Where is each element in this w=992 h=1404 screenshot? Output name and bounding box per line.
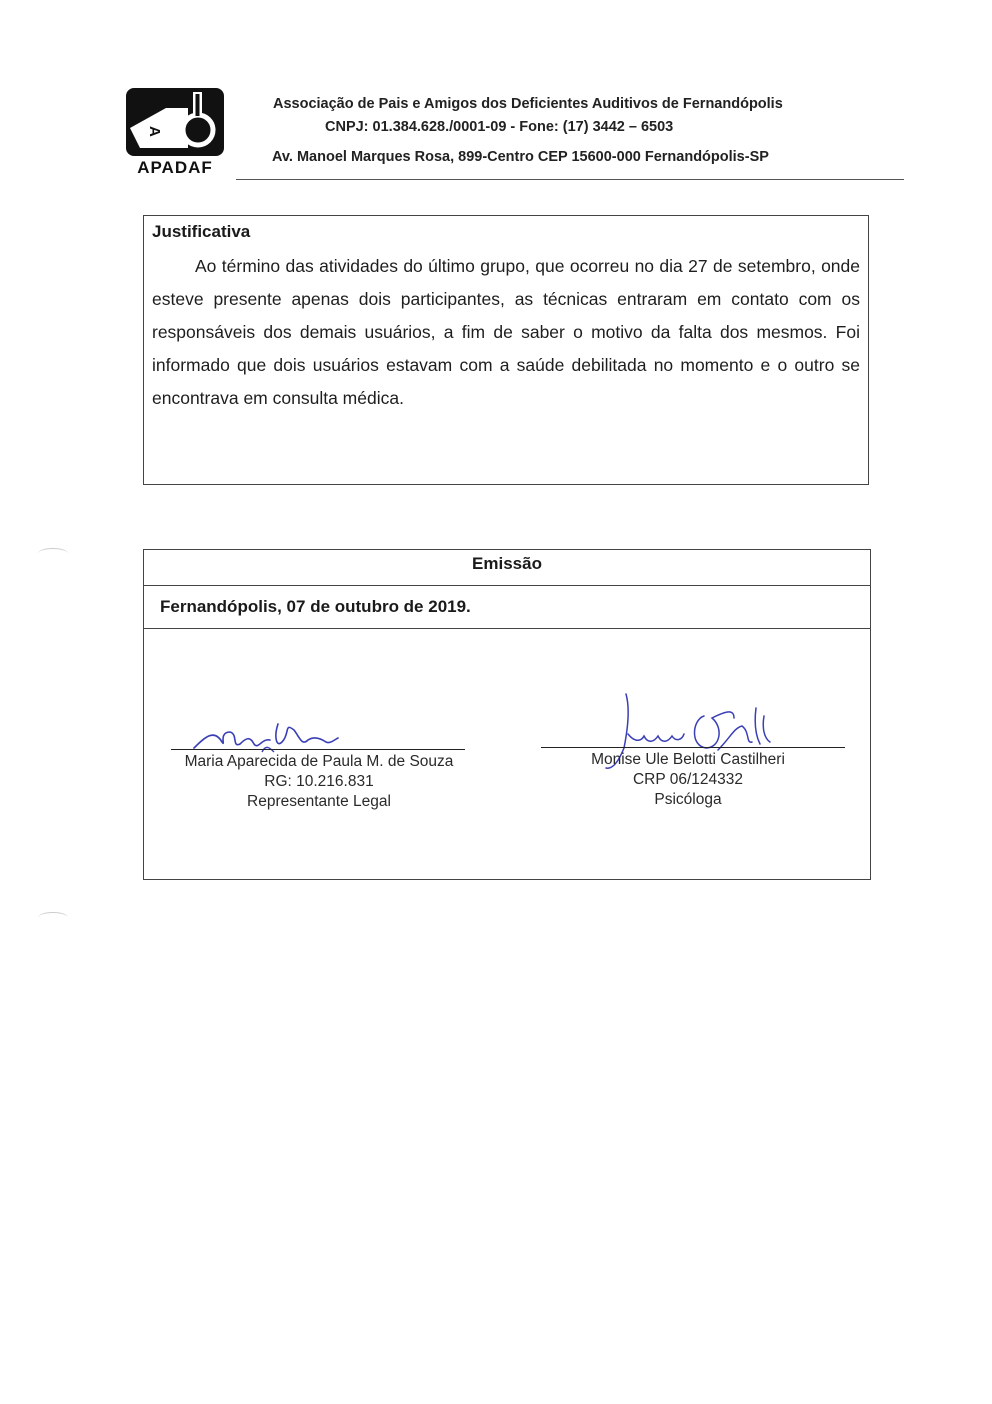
signatory-left-role: Representante Legal [247, 793, 391, 810]
scan-mark-top [38, 548, 68, 559]
signatory-left-name: Maria Aparecida de Paula M. de Souza [184, 753, 454, 770]
scan-mark-bottom [38, 912, 68, 923]
emissao-title: Emissão [472, 554, 542, 573]
signatory-right-role: Psicóloga [654, 791, 722, 808]
address-line: Av. Manoel Marques Rosa, 899-Centro CEP 15600-000 Fernandópolis-SP [272, 149, 769, 165]
signatory-right-id: CRP 06/124332 [632, 771, 744, 788]
signatory-left-id: RG: 10.216.831 [264, 773, 374, 790]
apadaf-logo-emblem [126, 88, 224, 156]
cnpj-phone-line: CNPJ: 01.384.628./0001-09 - Fone: (17) 3442 – 6503 [325, 119, 674, 135]
header-divider [236, 179, 904, 180]
justificativa-section [143, 215, 869, 485]
signatory-right-name: Monise Ule Belotti Castilheri [591, 751, 785, 768]
signature-line-left [171, 749, 465, 750]
emissao-date: Fernandópolis, 07 de outubro de 2019. [160, 597, 471, 616]
svg-text:A: A [146, 126, 163, 137]
emissao-divider-top [144, 585, 870, 586]
emissao-section [143, 549, 871, 880]
signature-line-right [541, 747, 845, 748]
apadaf-logo [124, 86, 226, 178]
logo-wordmark: APADAF [137, 158, 213, 177]
justificativa-body: Ao término das atividades do último grupo, que ocorreu no dia 27 de setembro, onde esteve presente apenas dois participantes, as técnicas entraram em contato com os responsáveis dos demais usuários, a fim de saber o motivo da falta dos mesmos. Foi informado que dois usuários estavam com a saúde debilitada no momento e o outro se encontrava em consulta médica. [152, 256, 860, 408]
justificativa-title: Justificativa [152, 222, 251, 241]
emissao-divider-bottom [144, 628, 870, 629]
org-name: Associação de Pais e Amigos dos Deficientes Auditivos de Fernandópolis [273, 96, 783, 112]
signatory-left [164, 752, 474, 812]
signatory-right [536, 750, 840, 810]
